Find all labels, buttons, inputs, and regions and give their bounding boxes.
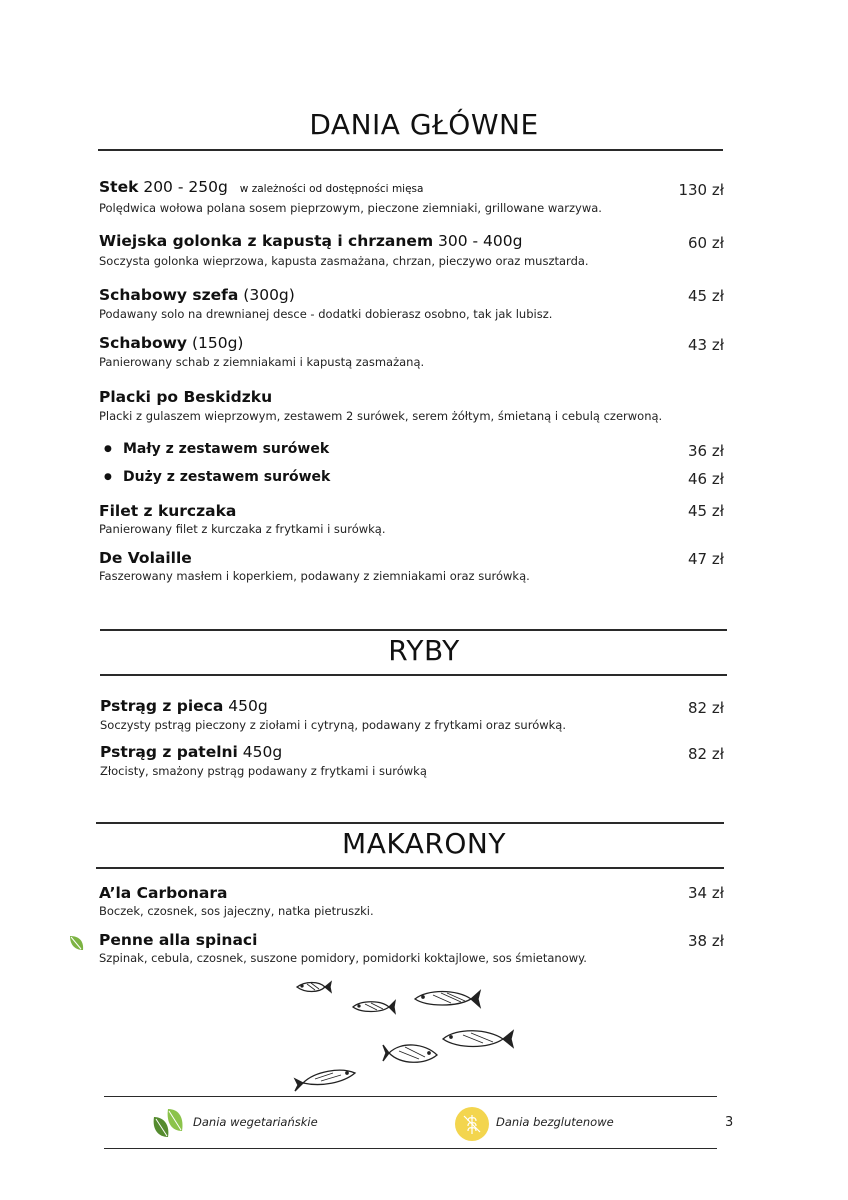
menu-item-description: Placki z gulaszem wieprzowym, zestawem 2 surówek, serem żółtym, śmietaną i cebulą czerwoną. <box>99 409 663 423</box>
menu-item-description: Panierowany filet z kurczaka z frytkami i surówką. <box>99 522 386 536</box>
menu-item-description: Podawany solo na drewnianej desce - dodatki dobierasz osobno, tak jak lubisz. <box>99 307 553 321</box>
menu-item-description: Polędwica wołowa polana sosem pieprzowym, pieczone ziemniaki, grillowane warzywa. <box>99 201 602 215</box>
gluten-free-icon <box>454 1106 490 1142</box>
menu-item-description: Faszerowany masłem i koperkiem, podawany z ziemniakami oraz surówką. <box>99 569 530 583</box>
menu-item-name: Filet z kurczaka <box>99 502 237 520</box>
footer-divider <box>104 1096 717 1097</box>
menu-item-price: 45 zł <box>688 502 724 520</box>
section-title-main: DANIA GŁÓWNE <box>309 108 539 141</box>
menu-item-price: 60 zł <box>688 234 724 252</box>
divider <box>100 629 727 631</box>
leaf-icon <box>68 934 86 954</box>
section-title-fish: RYBY <box>388 634 460 667</box>
option-label: ● Duży z zestawem surówek <box>123 469 330 485</box>
menu-item-name: Schabowy (150g) <box>99 334 244 352</box>
footer-divider <box>104 1148 717 1149</box>
menu-item-name: Wiejska golonka z kapustą i chrzanem 300 - 400g <box>99 232 523 250</box>
menu-item-name: Stek 200 - 250g w zależności od dostępności mięsa <box>99 178 424 196</box>
menu-item-name: Schabowy szefa (300g) <box>99 286 295 304</box>
leaf-icon <box>152 1105 186 1141</box>
option-price: 46 zł <box>688 470 724 488</box>
menu-item-name: De Volaille <box>99 549 192 567</box>
fish-illustration <box>285 975 525 1095</box>
page-number: 3 <box>725 1115 734 1130</box>
menu-item-name: Penne alla spinaci <box>99 931 258 949</box>
option-label: ● Mały z zestawem surówek <box>123 441 329 457</box>
menu-item-name: Pstrąg z patelni 450g <box>100 743 283 761</box>
legend-gluten-free: Dania bezglutenowe <box>496 1115 614 1129</box>
menu-item-price: 130 zł <box>678 181 724 199</box>
divider <box>96 867 724 869</box>
option-price: 36 zł <box>688 442 724 460</box>
divider <box>96 822 724 824</box>
menu-item-price: 47 zł <box>688 550 724 568</box>
divider <box>98 149 723 151</box>
menu-item-description: Soczysta golonka wieprzowa, kapusta zasmażana, chrzan, pieczywo oraz musztarda. <box>99 254 589 268</box>
menu-item-price: 38 zł <box>688 932 724 950</box>
menu-item-name: A’la Carbonara <box>99 884 228 902</box>
menu-item-price: 43 zł <box>688 336 724 354</box>
menu-item-description: Złocisty, smażony pstrąg podawany z frytkami i surówką <box>100 764 427 778</box>
divider <box>100 674 727 676</box>
menu-item-price: 34 zł <box>688 884 724 902</box>
menu-item-description: Boczek, czosnek, sos jajeczny, natka pietruszki. <box>99 904 374 918</box>
menu-item-description: Soczysty pstrąg pieczony z ziołami i cytryną, podawany z frytkami oraz surówką. <box>100 718 566 732</box>
menu-item-name: Placki po Beskidzku <box>99 388 273 406</box>
section-title-pasta: MAKARONY <box>342 827 506 860</box>
menu-item-description: Panierowany schab z ziemniakami i kapustą zasmażaną. <box>99 355 425 369</box>
menu-item-price: 82 zł <box>688 745 724 763</box>
menu-item-price: 45 zł <box>688 287 724 305</box>
menu-item-description: Szpinak, cebula, czosnek, suszone pomidory, pomidorki koktajlowe, sos śmietanowy. <box>99 951 587 965</box>
menu-item-price: 82 zł <box>688 699 724 717</box>
menu-item-name: Pstrąg z pieca 450g <box>100 697 268 715</box>
legend-vegetarian: Dania wegetariańskie <box>193 1115 318 1129</box>
